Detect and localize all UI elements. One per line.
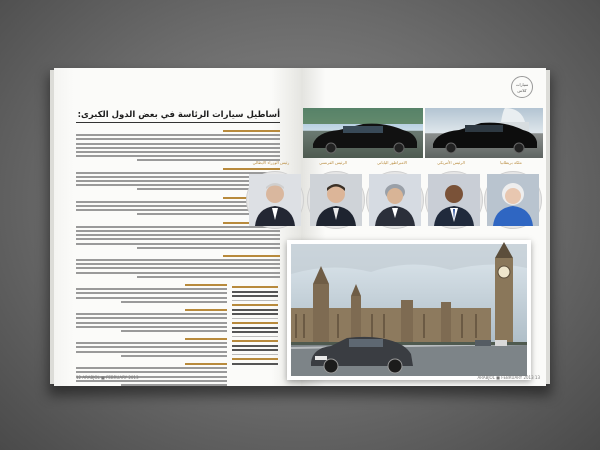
portrait-italian-pm <box>247 172 303 228</box>
portrait-labels <box>252 160 546 168</box>
portrait-french-president <box>308 172 364 228</box>
right-page <box>252 68 546 386</box>
westminster-car-photo <box>287 240 531 380</box>
magazine-logo: سيارات كلاس <box>511 76 533 98</box>
label-italian-pm: رئيس الوزراء الايطالي <box>252 160 290 165</box>
car-photo-1 <box>303 108 423 158</box>
portrait-queen <box>485 172 541 228</box>
article-title: أساطيل سيارات الرئاسة في بعض الدول الكبرى: <box>76 110 280 123</box>
label-us-president: الرئيس الأمريكي <box>437 160 465 165</box>
label-queen: ملكة بريطانيا <box>500 160 522 165</box>
label-french-president: الرئيس الفرنسي <box>319 160 347 165</box>
car-photo-2 <box>425 108 543 158</box>
portrait-japan-emperor <box>367 172 423 228</box>
page-edge-right <box>546 70 550 384</box>
sidebar-box <box>232 286 278 367</box>
folio-right: ARABJOL ■ FEBRUARY 2013 13 <box>477 375 540 380</box>
folio-left: 12 ARABJOL ■ FEBRUARY 2013 <box>76 375 139 380</box>
label-japan-emperor: الامبراطور الياباني <box>376 160 408 165</box>
portrait-us-president <box>426 172 482 228</box>
